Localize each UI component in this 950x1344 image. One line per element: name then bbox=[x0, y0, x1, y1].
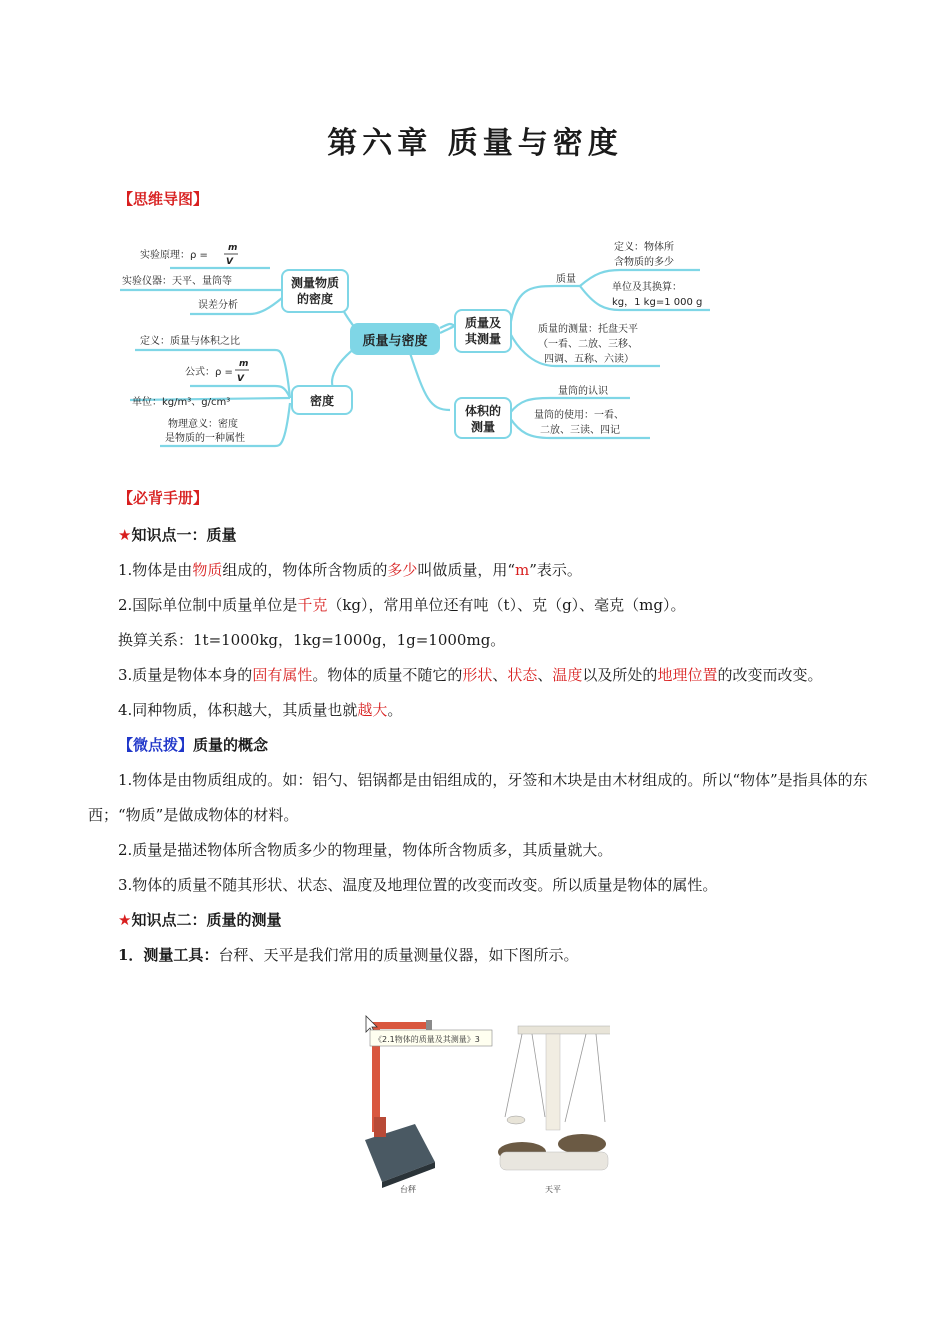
page-title: 第六章 质量与密度 bbox=[327, 126, 623, 161]
leaf-cylinder-know: 量筒的认识 bbox=[558, 386, 608, 397]
leaf-def-mass-line1: 定义：物体所 bbox=[614, 242, 674, 253]
leaf-cylinder-use-line1: 量筒的使用：一看、 bbox=[534, 410, 624, 421]
tip-p2: 2.质量是描述物体所含物质多少的物理量，物体所含物质多，其质量就大。 bbox=[118, 841, 613, 859]
kp1-p3: 换算关系：1t=1000kg，1kg=1000g，1g=1000mg。 bbox=[118, 631, 506, 649]
caption-balance: 天平 bbox=[545, 1185, 561, 1194]
kp2-heading-text: 知识点二：质量的测量 bbox=[131, 911, 282, 929]
balance-image bbox=[498, 1026, 610, 1170]
kp2-p1: 1．测量工具：台秤、天平是我们常用的质量测量仪器，如下图所示。 bbox=[118, 946, 579, 964]
kp2-heading bbox=[88, 903, 868, 938]
tooltip-text: 《2.1物体的质量及其测量》3 bbox=[374, 1035, 480, 1044]
leaf-mass-measure-line2: （一看、二放、三移、 bbox=[538, 339, 638, 350]
star-icon: ★ bbox=[118, 911, 132, 929]
mindmap-node-measure-density-line1: 测量物质 bbox=[290, 276, 340, 290]
scales-illustration bbox=[360, 1012, 610, 1202]
tip-label: 【微点拨】 bbox=[118, 736, 194, 754]
mindmap-node-measure-density-line2: 的密度 bbox=[296, 292, 334, 306]
leaf-unit: 单位：kg/m³、g/cm³ bbox=[132, 397, 231, 408]
kp2-p1-bold: 1．测量工具： bbox=[118, 946, 219, 964]
tip-p1: 1.物体是由物质组成的。如：铝勺、铝锅都是由铝组成的，牙签和木块是由木材组成的。所以“物体”是指具体的东西；“物质”是做成物体的材料。 bbox=[88, 771, 868, 824]
tip-heading bbox=[88, 728, 868, 763]
tip-p3: 3.物体的质量不随其形状、状态、温度及地理位置的改变而改变。所以质量是物体的属性。 bbox=[118, 876, 718, 894]
mindmap-node-mass-measure-line1: 质量及 bbox=[464, 316, 502, 330]
mindmap-node-volume-measure-line1: 体积的 bbox=[464, 404, 502, 418]
mindmap bbox=[110, 228, 720, 458]
leaf-def-density: 定义：质量与体积之比 bbox=[140, 336, 240, 347]
tip-heading-text: 质量的概念 bbox=[193, 736, 269, 754]
leaf-formula-m: m bbox=[239, 359, 249, 369]
kp1-p1: 1.物体是由物质组成的，物体所含物质的多少叫做质量，用“m”表示。 bbox=[118, 561, 582, 579]
leaf-meaning-line1: 物理意义：密度 bbox=[168, 419, 238, 430]
leaf-formula: 公式：ρ = bbox=[185, 367, 233, 378]
mindmap-node-density-label: 密度 bbox=[309, 394, 335, 408]
leaf-formula-v: V bbox=[237, 374, 244, 384]
mindmap-node-volume-measure-line2: 测量 bbox=[470, 420, 496, 434]
leaf-mass-measure-line3: 四调、五称、六读） bbox=[544, 354, 634, 365]
kp1-p5: 4.同种物质，体积越大，其质量也就越大。 bbox=[118, 701, 403, 719]
leaf-error: 误差分析 bbox=[198, 300, 238, 311]
figure-scales bbox=[360, 1012, 610, 1202]
leaf-unit-conv-line2: kg，1 kg=1 000 g bbox=[612, 297, 703, 308]
caption-platform-scale: 台秤 bbox=[400, 1185, 416, 1194]
leaf-meaning-line2: 是物质的一种属性 bbox=[165, 433, 245, 444]
main-content bbox=[88, 518, 868, 973]
kp1-heading-text: 知识点一：质量 bbox=[131, 526, 237, 544]
mindmap-node-mass-measure-line2: 其测量 bbox=[464, 332, 502, 346]
kp1-heading bbox=[88, 518, 868, 553]
leaf-principle: 实验原理：ρ = bbox=[140, 250, 208, 261]
section-mindmap-heading: 【思维导图】 bbox=[118, 190, 209, 208]
leaf-mass: 质量 bbox=[556, 274, 576, 285]
leaf-def-mass-line2: 含物质的多少 bbox=[614, 257, 674, 268]
leaf-principle-v: V bbox=[226, 257, 233, 267]
leaf-unit-conv-line1: 单位及其换算： bbox=[612, 282, 682, 293]
mindmap-diagram bbox=[110, 228, 720, 458]
leaf-instrument: 实验仪器：天平、量筒等 bbox=[122, 276, 232, 287]
kp1-p2: 2.国际单位制中质量单位是千克（kg），常用单位还有吨（t）、克（g）、毫克（mg）。 bbox=[118, 596, 686, 614]
section-must-heading: 【必背手册】 bbox=[118, 489, 209, 507]
leaf-cylinder-use-line2: 二放、三读、四记 bbox=[540, 425, 620, 436]
star-icon: ★ bbox=[118, 526, 132, 544]
leaf-mass-measure-line1: 质量的测量：托盘天平 bbox=[538, 324, 638, 335]
leaf-principle-m: m bbox=[228, 243, 238, 253]
mindmap-center-label: 质量与密度 bbox=[362, 334, 428, 349]
kp1-p4: 3.质量是物体本身的固有属性。物体的质量不随它的形状、状态、温度以及所处的地理位置的改变而改变。 bbox=[118, 666, 823, 684]
